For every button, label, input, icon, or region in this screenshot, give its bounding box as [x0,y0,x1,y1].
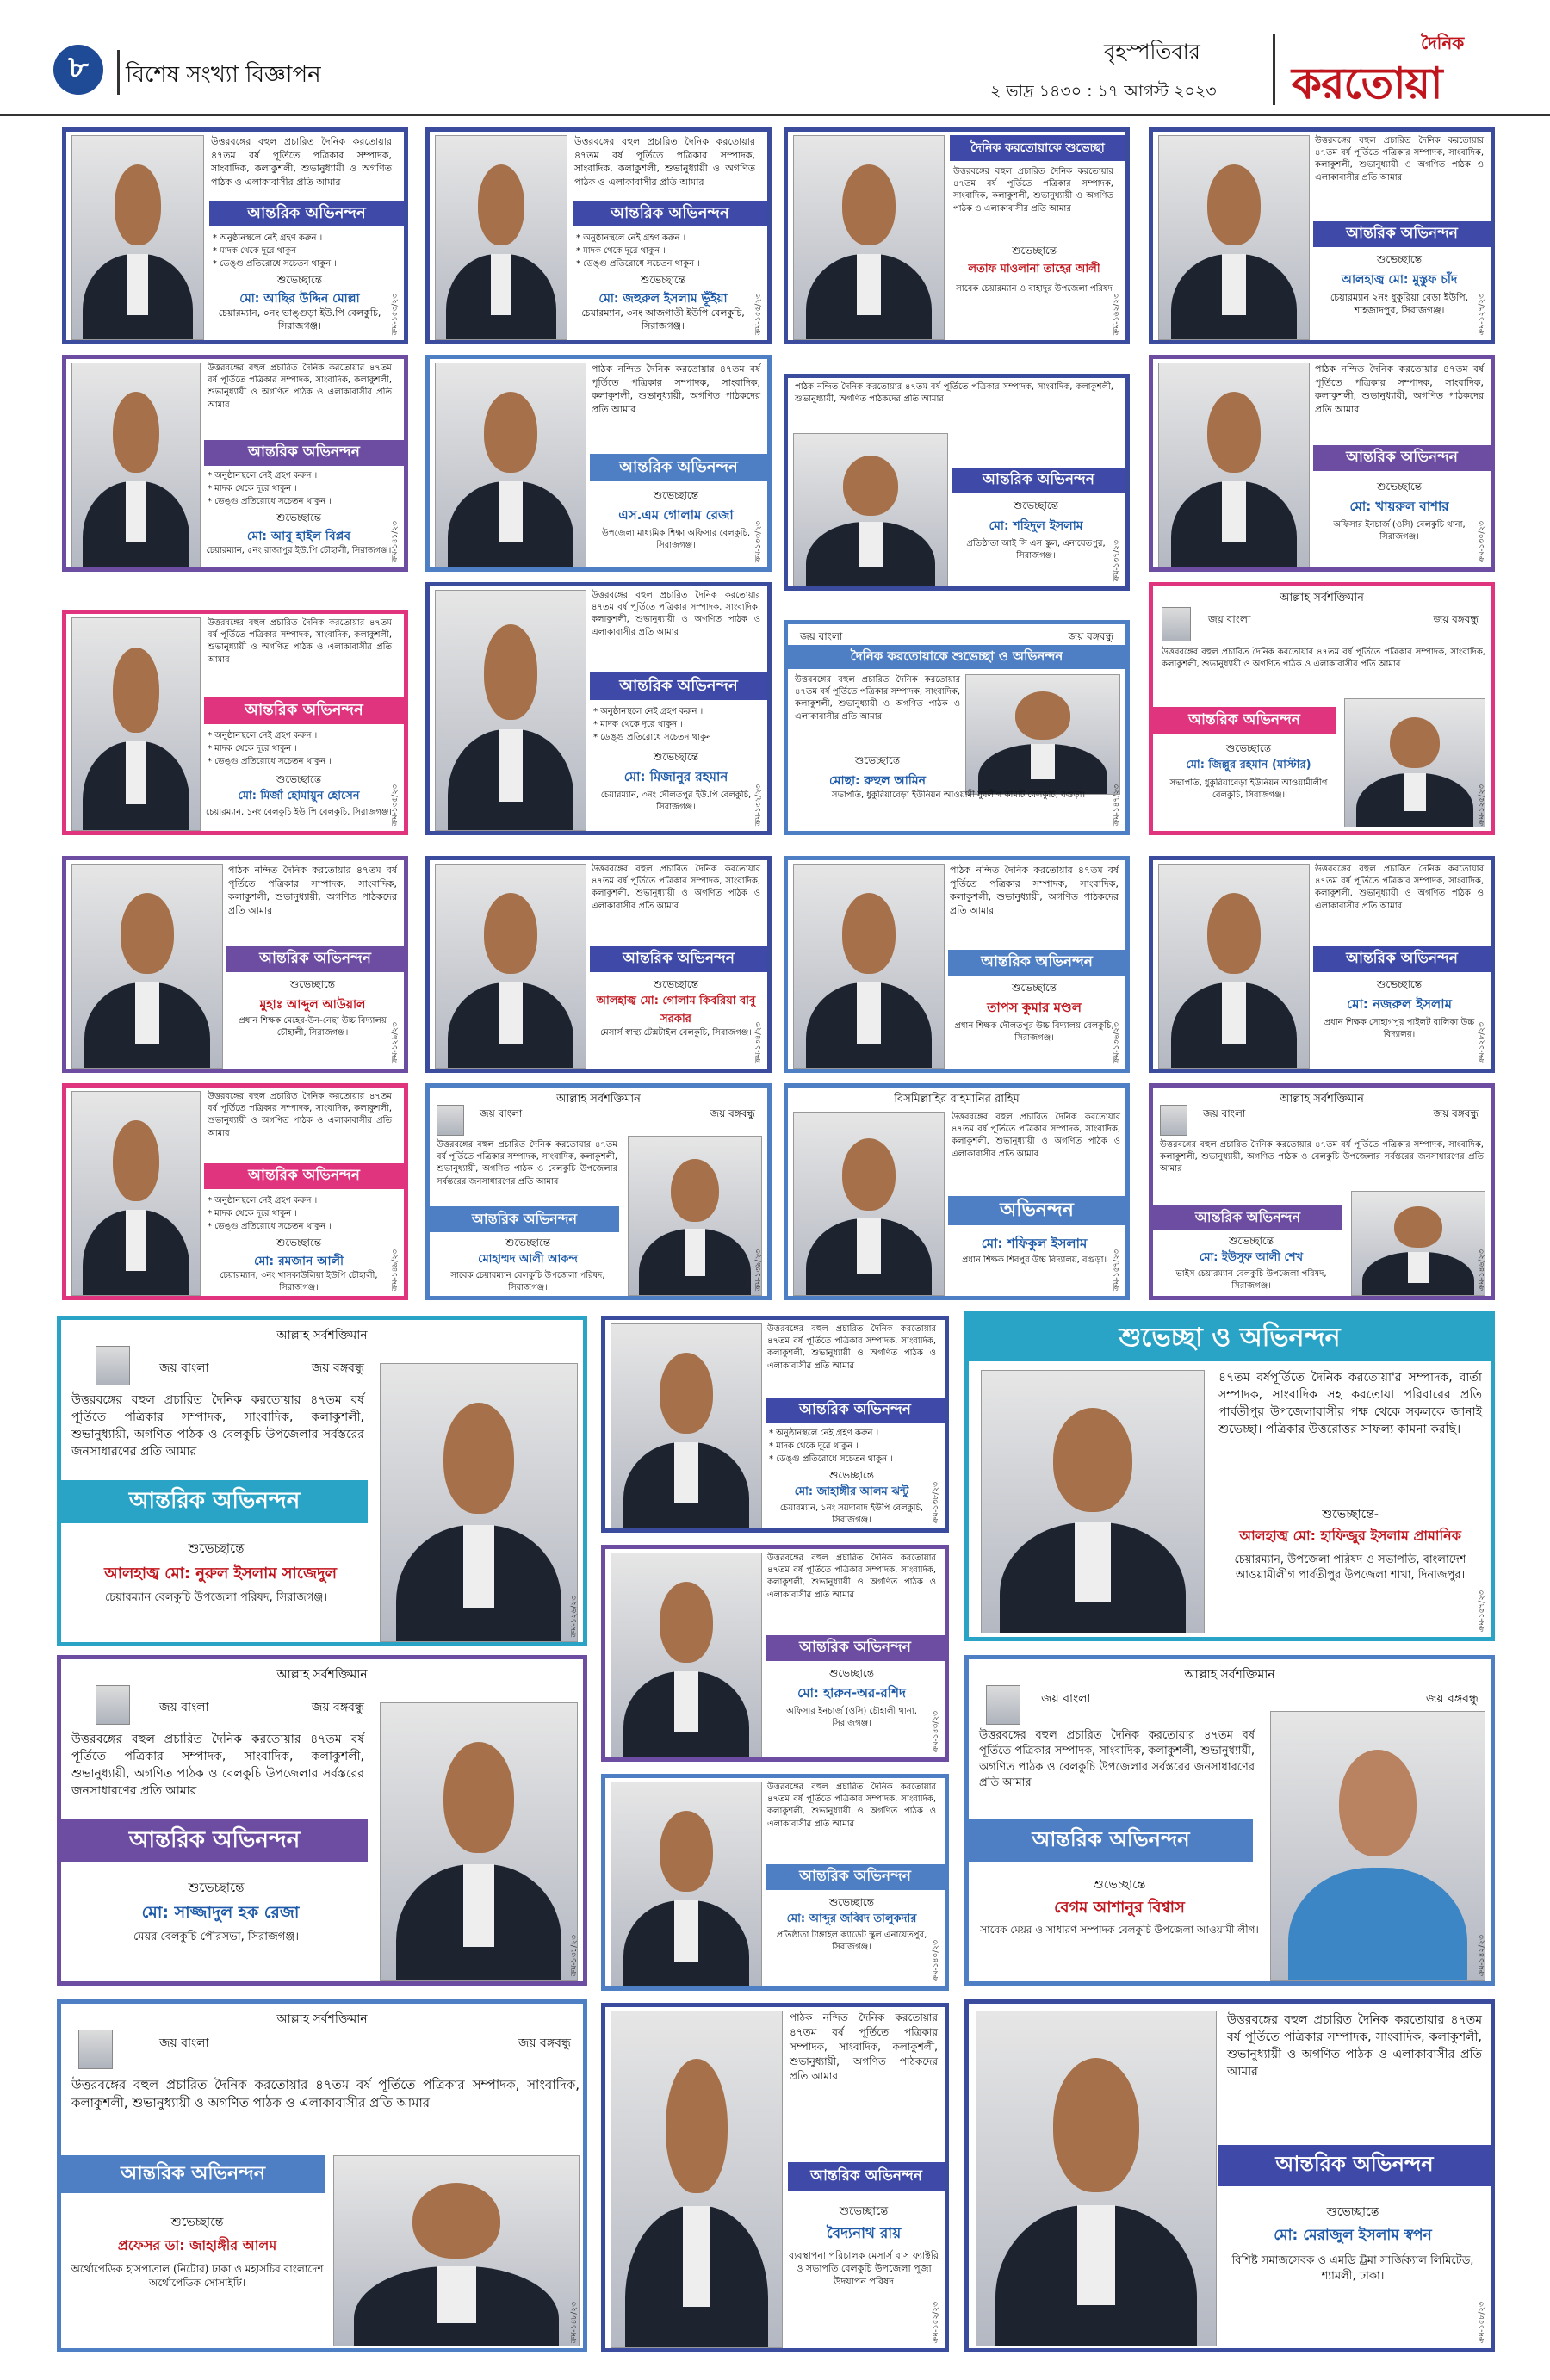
person-photo [71,363,201,567]
greeting-label: শুভেচ্ছান্তে [1093,1878,1146,1892]
ad-body-text: উত্তরবঙ্গের বহুল প্রচারিত দৈনিক করতোয়ার ৪৭তম বর্ষ পূর্তিতে পত্রিকার সম্পাদক, সাংবাদিক, কলাকুশলী, শুভানুধ্যায়ী ও অগণিত পাঠক ও এলাকাবাসীর প্রতি আমার [1227,2013,1482,2079]
person-photo [1158,135,1310,340]
ad-card-large [964,1999,1495,2352]
ad-title-band: অভিনন্দন [948,1196,1125,1225]
slogan-row: জয় বাংলা জয় বঙ্গবন্ধু [1203,1107,1479,1119]
person-photo [1158,363,1310,567]
abhinandan-band: আন্তরিক অভিনন্দন [766,1864,945,1890]
ad-body-text: পাঠক নন্দিত দৈনিক করতোয়ার ৪৭তম বর্ষ পূর্তিতে পত্রিকার সম্পাদক, সাংবাদিক, কলাকুশলী, শুভানুধ্যায়ী, অগণিত পাঠকদের প্রতি আমার [228,865,397,916]
ad-card [601,1774,949,1991]
ad-card [784,620,1130,835]
advertiser-title: চেয়ারম্যান, ১নং বেলকুচি ইউ.পি বেলকুচি, সিরাজগঞ্জ। [205,808,393,817]
ad-card [601,1545,949,1762]
abhinandan-band: আন্তরিক অভিনন্দন [430,1206,619,1232]
person-photo [1351,1191,1485,1296]
ad-card [1149,582,1495,835]
advertiser-title: চেয়ারম্যান, ৩নং আজগাতী ইউপি বেলকুচি, সিরাজগঞ্জ। [581,307,745,332]
abhinandan-band: আন্তরিক অভিনন্দন [788,2162,945,2191]
header-divider [1273,34,1275,105]
abhinandan-band: আন্তরিক অভিনন্দন [590,672,767,700]
ad-body-text: উত্তরবঙ্গের বহুল প্রচারিত দৈনিক করতোয়ার ৪৭তম বর্ষ পূর্তিতে পত্রিকার সম্পাদক, সাংবাদিক, কলাকুশলী, শুভানুধ্যায়ী ও অগণিত পাঠক ও এলাকাবাসীর প্রতি আমার [1162,648,1485,670]
advertiser-title: অর্থোপেডিক হাসপাতাল (নিটোর) ঢাকা ও মহাসচিব বাংলাদেশ অর্থোপেডিক সোসাইটি। [71,2263,324,2290]
ad-code: ক্রম-১৩১/২৩ [570,1934,579,1976]
ad-card [784,127,1130,344]
ad-card [425,856,772,1073]
ad-body-text: পাঠক নন্দিত দৈনিক করতোয়ার ৪৭তম বর্ষ পূর্তিতে পত্রিকার সম্পাদক, সাংবাদিক, কলাকুশলী, শুভানুধ্যায়ী, অগণিত পাঠকদের প্রতি আমার [1315,363,1484,415]
abhinandan-band: আন্তরিক অভিনন্দন [204,1163,404,1189]
header-divider [117,50,120,95]
greeting-label: শুভেচ্ছান্তে [1376,253,1423,265]
advertiser-title: চেয়ারম্যান, ৩নং খাসকাউলিয়া ইউপি চৌহালী, সিরাজগঞ্জ। [220,1271,378,1292]
advertiser-name: মো: মেরাজুল ইসলাম স্বপন [1274,2227,1432,2244]
ad-card [425,582,772,835]
ad-body-text: উত্তরবঙ্গের বহুল প্রচারিত দৈনিক করতোয়ার ৪৭তম বর্ষ পূর্তিতে পত্রিকার সম্পাদক, সাংবাদিক, কলাকুশলী, শুভানুধ্যায়ী, অগণিত পাঠক ও বেলকুচি উপজেলার সর্বস্তরের জনসাধারণের প্রতি আমার [1160,1140,1484,1175]
abhinandan-band: আন্তরিক অভিনন্দন [952,468,1125,493]
ad-body-text: উত্তরবঙ্গের বহুল প্রচারিত দৈনিক করতোয়ার ৪৭তম বর্ষ পূর্তিতে পত্রিকার সম্পাদক, সাংবাদিক, কলাকুশলী, শুভানুধ্যায়ী ও অগণিত পাঠক ও এলাকাবাসীর প্রতি আমার [592,865,760,911]
ad-code: ক্রম-১৫৭/২৩ [1113,1249,1121,1291]
ad-code: ক্রম-১৫৩/২৩ [391,293,400,335]
advertiser-title: চেয়ারম্যান ২নং ধুকুরিয়া বেড়া ইউপি, শাহজাদপুর, সিরাজগঞ্জ। [1330,292,1469,316]
greeting-label: শুভেচ্ছান্তে [505,1236,551,1249]
advertiser-title: সভাপতি, ধুকুরিয়াবেড়া ইউনিয়ন আওয়ামীলীগ বেলকুচি, সিরাজগঞ্জ। [1169,778,1328,800]
advertiser-title: মেসার্স স্বাস্থ্য টেক্সটাইল বেলকুচি, সিরাজগঞ্জ। [600,1028,752,1038]
ad-code: ক্রম-১২৯/২৩ [391,1021,400,1063]
logo-small-text: দৈনিক [1421,33,1465,53]
ad-body-text: ৪৭তম বর্ষপূর্তিতে দৈনিক করতোয়া'র সম্পাদক, বার্তা সম্পাদক, সাংবাদিক সহ করতোয়া পরিবারের প্রতি পার্বতীপুর উপজেলাবাসীর পক্ষ থেকে সকলকে জানাই শুভেচ্ছা। পত্রিকার উত্তরোত্তর সাফল্য কামনা করছি। [1218,1371,1482,1436]
abhinandan-band: আন্তরিক অভিনন্দন [1313,445,1491,471]
person-photo [611,1323,762,1528]
advertiser-title: উপজেলা মাধ্যমিক শিক্ষা অফিসার বেলকুচি, সিরাজগঞ্জ। [601,529,751,550]
advertiser-name: মো: শফিকুল ইসলাম [981,1236,1088,1251]
person-photo [965,674,1120,795]
advertiser-title: অফিসার ইনচার্জ (ওসি) চৌহালী থানা, সিরাজগঞ্জ। [786,1707,917,1728]
advertiser-name: মো: আছির উদ্দিন মোল্লা [239,292,360,306]
ad-body-text: উত্তরবঙ্গের বহুল প্রচারিত দৈনিক করতোয়ার ৪৭তম বর্ষ পূর্তিতে পত্রিকার সম্পাদক, সাংবাদিক, কলাকুশলী, শুভানুধ্যায়ী ও অগণিত পাঠক ও এলাকাবাসীর প্রতি আমার [208,618,392,665]
ad-card [62,856,408,1073]
ad-code: ক্রম-১৬২/২৩ [1113,293,1121,335]
advertiser-name: মো: খায়রুল বাশার [1349,499,1449,514]
greeting-label: শুভেচ্ছান্তে [1376,480,1423,493]
advertiser-name: মো: রমজান আলী [253,1255,344,1268]
greeting-label: শুভেচ্ছান্তে [653,751,699,763]
ad-body-text: উত্তরবঙ্গের বহুল প্রচারিত দৈনিক করতোয়ার ৪৭তম বর্ষ পূর্তিতে পত্রিকার সম্পাদক, সাংবাদিক, কলাকুশলী, শুভানুধ্যায়ী ও অগণিত পাঠক ও এলাকাবাসীর প্রতি আমার [1315,865,1484,911]
ad-card [425,1083,772,1300]
leader-photo [1160,1105,1187,1136]
ad-body-text: উত্তরবঙ্গের বহুল প্রচারিত দৈনিক করতোয়ার ৪৭তম বর্ষ পূর্তিতে পত্রিকার সম্পাদক, সাংবাদিক, কলাকুশলী, শুভানুধ্যায়ী, অগণিত পাঠক ও বেলকুচি উপজেলার সর্বস্তরের জনসাধারণের প্রতি আমার [71,1393,364,1459]
ad-card-large [964,1655,1495,1986]
greeting-label: শুভেচ্ছান্তে [188,1880,245,1895]
header-day: বৃহস্পতিবার [1104,40,1200,64]
ad-card [1149,127,1495,344]
person-photo [71,135,204,340]
ad-card [62,610,408,835]
advertiser-name: মো: মিজানুর রহমান [623,769,728,784]
ad-title-band: শুভেচ্ছা ও অভিনন্দন [969,1315,1491,1361]
advertiser-title: চেয়ারম্যান, উপজেলা পরিষদ ও সভাপতি, বাংলাদেশ আওয়ামীলীগ পার্বতীপুর উপজেলা শাখা, দিনাজপুর। [1234,1553,1466,1582]
greeting-label: শুভেচ্ছান্তে [1011,245,1057,257]
ad-body-text: পাঠক নন্দিত দৈনিক করতোয়ার ৪৭তম বর্ষ পূর্তিতে পত্রিকার সম্পাদক, সাংবাদিক, কলাকুশলী, শুভানুধ্যায়ী, অগণিত পাঠকদের প্রতি আমার [592,363,760,415]
greeting-label: শুভেচ্ছান্তে [839,2205,889,2218]
person-photo [1270,1711,1485,1981]
ad-card-large [57,1655,587,1986]
slogan-row: জয় বাংলা জয় বঙ্গবন্ধু [800,630,1113,642]
leader-photo [96,1346,130,1385]
points-list: * অনুষ্ঠানস্থলে নেই গ্রহণ করুন । * মাদক থেকে দূরে থাকুন । * ডেঙ্গু প্রতিরোধে সচেতন থাকুন । [593,707,717,742]
ad-body-text: উত্তরবঙ্গের বহুল প্রচারিত দৈনিক করতোয়ার ৪৭তম বর্ষ পূর্তিতে পত্রিকার সম্পাদক, সাংবাদিক, কলাকুশলী, শুভানুধ্যায়ী ও অগণিত পাঠক ও এলাকাবাসীর প্রতি আমার [767,1782,936,1829]
advertiser-name: আলহাজ্ব মো: গোলাম কিবরিয়া বাবু সরকার [596,995,756,1026]
ad-code: ক্রম-১৪২/২৩ [1478,1934,1486,1976]
ad-body-text: উত্তরবঙ্গের বহুল প্রচারিত দৈনিক করতোয়ার ৪৭তম বর্ষ পূর্তিতে পত্রিকার সম্পাদক, সাংবাদিক, কলাকুশলী, শুভানুধ্যায়ী, অগণিত পাঠক ও বেলকুচি উপজেলার সর্বস্তরের জনসাধারণের প্রতি আমার [979,1729,1255,1790]
advertiser-title: সাবেক মেয়র ও সাধারণ সম্পাদক বেলকুচি উপজেলা আওয়ামী লীগ। [980,1924,1259,1936]
allah-line: আল্লাহ সর্বশক্তিমান [556,1093,641,1106]
advertiser-title: প্রধান শিক্ষক সোহাগপুর পাইলট বালিকা উচ্চ বিদ্যালয়। [1324,1018,1475,1039]
advertiser-title: চেয়ারম্যান বেলকুচি উপজেলা পরিষদ, সিরাজগঞ্জ। [104,1591,328,1604]
points-list: * অনুষ্ঠানস্থলে নেই গ্রহণ করুন । * মাদক থেকে দূরে থাকুন । * ডেঙ্গু প্রতিরোধে সচেতন থাকুন । [208,1196,332,1231]
ad-body-text: উত্তরবঙ্গের বহুল প্রচারিত দৈনিক করতোয়ার ৪৭তম বর্ষ পূর্তিতে পত্রিকার সম্পাদক, সাংবাদিক, কলাকুশলী, শুভানুধ্যায়ী ও অগণিত পাঠক ও এলাকাবাসীর প্রতি আমার [953,167,1113,214]
greeting-label: শুভেচ্ছান্তে [828,1667,875,1679]
ad-card-large [57,1999,587,2352]
advertiser-name: মুহাঃ আব্দুল আউয়াল [259,998,366,1012]
advertiser-title: সাবেক চেয়ারম্যান ও বাহাদুর উপজেলা পরিষদ [956,284,1113,294]
person-photo [611,1782,762,1986]
abhinandan-band: আন্তরিক অভিনন্দন [1313,221,1491,247]
greeting-label: শুভেচ্ছান্তে [170,2216,224,2229]
allah-line: আল্লাহ সর্বশক্তিমান [276,1329,368,1342]
ad-code: ক্রম-১৩০/২৩ [1478,520,1486,562]
greeting-label: শুভেচ্ছান্তে [276,274,323,286]
ad-card [1149,1083,1495,1300]
advertiser-name: মো: হারুন-অর-রশিদ [797,1685,906,1701]
ad-card [784,1083,1130,1300]
ad-card-large [57,1316,587,1646]
ad-card [784,856,1130,1073]
person-photo [380,1363,578,1642]
ad-title-band: দৈনিক করতোয়াকে শুভেচ্ছা ও অভিনন্দন [788,645,1125,669]
advertiser-name: তাপস কুমার মণ্ডল [987,1000,1082,1015]
abhinandan-band: আন্তরিক অভিনন্দন [1218,2145,1491,2186]
greeting-label: শুভেচ্ছান্তে [1013,499,1059,511]
advertiser-name: মোহাম্মদ আলী আকন্দ [478,1253,578,1266]
advertiser-title: অফিসার ইনচার্জ (ওসি) বেলকুচি থানা, সিরাজগঞ্জ। [1333,520,1466,542]
advertiser-name: মো: জহুরুল ইসলাম ভূঁইয়া [598,292,728,306]
ad-code: ক্রম-১৩৪/২৩ [754,1021,763,1063]
allah-line: আল্লাহ সর্বশক্তিমান [276,2012,368,2026]
person-photo [71,1091,201,1296]
person-photo [611,2011,783,2348]
abhinandan-band: আন্তরিক অভিনন্দন [1153,707,1336,734]
ad-code: ক্রম-১৩২/২৩ [754,784,763,826]
ad-body-text: উত্তরবঙ্গের বহুল প্রচারিত দৈনিক করতোয়ার ৪৭তম বর্ষ পূর্তিতে পত্রিকার সম্পাদক, সাংবাদিক, কলাকুশলী, শুভানুধ্যায়ী ও অগণিত পাঠক ও এলাকাবাসীর প্রতি আমার [952,1113,1120,1159]
advertiser-title: প্রধান শিক্ষক মেহের-উন-নেছা উচ্চ বিদ্যালয় চৌহালী, সিরাজগঞ্জ। [239,1016,387,1038]
ad-card [784,374,1130,591]
leader-photo [96,1685,130,1725]
advertiser-name: বেগম আশানুর বিশ্বাস [1054,1899,1185,1917]
greeting-label: শুভেচ্ছান্তে [1225,742,1272,754]
ad-body-text: পাঠক নন্দিত দৈনিক করতোয়ার ৪৭তম বর্ষ পূর্তিতে পত্রিকার সম্পাদক, সাংবাদিক, কলাকুশলী, শুভানুধ্যায়ী, অগণিত পাঠকদের প্রতি আমার [790,2011,938,2083]
advertiser-title: ভাইস চেয়ারম্যান বেলকুচি উপজেলা পরিষদ, সিরাজগঞ্জ। [1175,1269,1327,1291]
points-list: * অনুষ্ঠানস্থলে নেই গ্রহণ করুন । * মাদক থেকে দূরে থাকুন । * ডেঙ্গু প্রতিরোধে সচেতন থাকুন । [213,233,337,269]
ad-card-large [964,1311,1495,1641]
ad-code: ক্রম-১৪৩/২৩ [932,1710,940,1752]
abhinandan-band: আন্তরিক অভিনন্দন [969,1819,1253,1862]
bismillah-line: বিসমিল্লাহির রাহমানির রাহিম [894,1093,1020,1106]
advertiser-title: মেয়র বেলকুচি পৌরসভা, সিরাজগঞ্জ। [133,1931,299,1943]
advertiser-title: চেয়ারম্যান, ১নং সয়দাবাদ ইউপি বেলকুচি, সিরাজগঞ্জ। [779,1503,924,1525]
abhinandan-band: আন্তরিক অভিনন্দন [204,697,404,724]
slogan-row: জয় বাংলা জয় বঙ্গবন্ধু [480,1107,755,1119]
advertiser-title: প্রতিষ্ঠাতা আই সি এস স্কুল, এনায়েতপুর, সিরাজগঞ্জ। [966,539,1106,561]
points-list: * অনুষ্ঠানস্থলে নেই গ্রহণ করুন । * মাদক থেকে দূরে থাকুন । * ডেঙ্গু প্রতিরোধে সচেতন থাকুন । [208,471,332,506]
greeting-label: শুভেচ্ছান্তে [854,754,901,766]
ad-code: ক্রম-১৪৬/২৩ [1478,1249,1486,1291]
advertiser-title: প্রতিষ্ঠাতা টাঙ্গাইল ক্যাডেট স্কুল এনায়েতপুর, সিরাজগঞ্জ। [776,1931,927,1952]
greeting-label: শুভেচ্ছান্তে [1011,982,1057,994]
greeting-label: শুভেচ্ছান্তে [653,489,699,501]
ad-body-text: পাঠক নন্দিত দৈনিক করতোয়ার ৪৭তম বর্ষ পূর্তিতে পত্রিকার সম্পাদক, সাংবাদিক, কলাকুশলী, শুভানুধ্যায়ী, অগণিত পাঠকদের প্রতি আমার [950,865,1119,916]
abhinandan-band: আন্তরিক অভিনন্দন [61,1819,368,1862]
ad-card [1149,355,1495,572]
leader-photo [78,2030,113,2069]
page-number: ৮ [53,45,103,95]
slogan-row: জয় বাংলা জয় বঙ্গবন্ধু [159,1361,364,1375]
allah-line: আল্লাহ সর্বশক্তিমান [1280,1093,1364,1106]
person-photo [435,590,586,831]
greeting-label: শুভেচ্ছান্তে [828,1896,875,1908]
advertiser-name: মো: জিল্লুর রহমান (মাস্টার) [1186,759,1311,772]
allah-line: আল্লাহ সর্বশক্তিমান [276,1668,368,1682]
advertiser-title: সাবেক চেয়ারম্যান বেলকুচি উপজেলা পরিষদ, সিরাজগঞ্জ। [450,1271,605,1292]
ad-code: ক্রম-১৪৮/২৩ [570,2301,579,2343]
advertiser-name: মো: নজরুল ইসলাম [1347,996,1452,1012]
ad-code: ক্রম-১৫৫/২৩ [754,293,763,335]
advertiser-name: মো: ইউসুফ আলী শেখ [1199,1251,1304,1264]
ad-card [1149,856,1495,1073]
greeting-label: শুভেচ্ছান্তে [276,1236,322,1249]
person-photo [435,363,586,567]
slogan-row: জয় বাংলা জয় বঙ্গবন্ধু [1041,1692,1479,1706]
ad-code: ক্রম-১৩৫/২৩ [391,784,400,826]
ad-code: ক্রম-১২৮/২৩ [1478,1021,1486,1063]
greeting-label: শুভেচ্ছান্তে [653,978,699,990]
person-photo [1158,864,1310,1069]
ad-code: ক্রম-১৩৩/২৩ [754,520,763,562]
advertiser-title: চেয়ারম্যান, ৫নং রাজাপুর ইউ.পি চৌহালী, সিরাজগঞ্জ। [206,546,392,555]
advertiser-name: মোছা: রুহুল আমিন [829,774,926,788]
ad-code: ক্রম-১৩৮/২৩ [932,1481,940,1523]
ad-code: ক্রম-১৩৬/২৩ [1113,1021,1121,1063]
abhinandan-band: আন্তরিক অভিনন্দন [209,201,404,226]
advertiser-name: প্রফেসর ডা: জাহাঙ্গীর আলম [117,2237,277,2253]
ad-code: ক্রম-১২৭/২৩ [1478,293,1486,335]
person-photo [1344,698,1485,827]
advertiser-title: বিশিষ্ট সমাজসেবক ও এমডি ট্রমা সার্জিক্যাল লিমিটেড, শ্যামলী, ঢাকা। [1231,2254,1474,2283]
greeting-label: শুভেচ্ছান্তে [188,1540,245,1556]
advertiser-title: প্রধান শিক্ষক দৌলতপুর উচ্চ বিদ্যালয় বেলকুচি, সিরাজগঞ্জ। [954,1021,1114,1043]
ad-body-text: উত্তরবঙ্গের বহুল প্রচারিত দৈনিক করতোয়ার ৪৭তম বর্ষ পূর্তিতে পত্রিকার সম্পাদক, সাংবাদিক, কলাকুশলী, শুভানুধ্যায়ী ও অগণিত পাঠক ও এলাকাবাসীর প্রতি আমার [767,1553,936,1600]
ad-code: ক্রম-১২৬/২৩ [570,1595,579,1637]
ad-body-text: উত্তরবঙ্গের বহুল প্রচারিত দৈনিক করতোয়ার ৪৭তম বর্ষ পূর্তিতে পত্রিকার সম্পাদক, সাংবাদিক, কলাকুশলী, শুভানুধ্যায়ী, অগণিত পাঠক ও বেলকুচি উপজেলার সর্বস্তরের জনসাধারণের প্রতি আমার [437,1140,617,1187]
ad-code: ক্রম-১৩৭/২৩ [1113,539,1121,581]
ad-code: ক্রম-১২৫/২৩ [1478,784,1486,826]
advertiser-name: এস.এম গোলাম রেজা [618,507,734,523]
ad-code: ক্রম-১৫২/২৩ [932,2301,940,2343]
advertiser-name: মো: মির্জা হোমায়ুন হোসেন [238,790,360,803]
abhinandan-band: আন্তরিক অভিনন্দন [590,946,767,972]
advertiser-name: আলহাজ্ব মো: নুরুল ইসলাম সাজেদুল [104,1565,337,1583]
ad-body-text: উত্তরবঙ্গের বহুল প্রচারিত দৈনিক করতোয়ার ৪৭তম বর্ষ পূর্তিতে পত্রিকার সম্পাদক, সাংবাদিক, কলাকুশলী, শুভানুধ্যায়ী ও অগণিত পাঠক ও এলাকাবাসীর প্রতি আমার [795,675,960,722]
abhinandan-band: আন্তরিক অভিনন্দন [590,454,767,481]
ad-body-text: উত্তরবঙ্গের বহুল প্রচারিত দৈনিক করতোয়ার ৪৭তম বর্ষ পূর্তিতে পত্রিকার সম্পাদক, সাংবাদিক, কলাকুশলী, শুভানুধ্যায়ী ও অগণিত পাঠক ও এলাকাবাসীর প্রতি আমার [208,363,392,410]
person-photo [71,617,201,831]
slogan-row: জয় বাংলা জয় বঙ্গবন্ধু [159,1701,364,1714]
slogan-row: জয় বাংলা জয় বঙ্গবন্ধু [159,2036,571,2050]
logo-big-text: করতোয়া [1292,59,1442,108]
greeting-label: শুভেচ্ছান্তে [276,773,322,785]
ad-code: ক্রম-১৫৭/২৩ [1478,1590,1486,1632]
leader-photo [1162,607,1191,641]
person-photo [333,2155,580,2346]
person-photo [793,135,945,340]
abhinandan-band: আন্তরিক অভিনন্দন [573,201,767,226]
ad-code: ক্রম-১৩৯/২৩ [754,1249,763,1291]
section-title: বিশেষ সংখ্যা বিজ্ঞাপন [126,62,321,88]
ad-body-text: উত্তরবঙ্গের বহুল প্রচারিত দৈনিক করতোয়ার ৪৭তম বর্ষ পূর্তিতে পত্রিকার সম্পাদক, সাংবাদিক, কলাকুশলী, শুভানুধ্যায়ী ও অগণিত পাঠক ও এলাকাবাসীর প্রতি আমার [592,591,760,637]
abhinandan-band: আন্তরিক অভিনন্দন [948,950,1125,976]
person-photo [435,135,567,340]
ad-card [425,127,772,344]
abhinandan-band: আন্তরিক অভিনন্দন [1153,1205,1342,1230]
abhinandan-band: আন্তরিক অভিনন্দন [766,1635,945,1661]
person-photo [380,1702,578,1981]
ad-card [62,1083,408,1300]
advertiser-name: আলহাজ্ব মো: মুস্তুফ চাঁদ [1341,273,1458,287]
points-list: * অনুষ্ঠানস্থলে নেই গ্রহণ করুন । * মাদক থেকে দূরে থাকুন । * ডেঙ্গু প্রতিরোধে সচেতন থাকুন । [769,1429,893,1464]
allah-line: আল্লাহ সর্বশক্তিমান [1184,1668,1275,1682]
ad-body-text: উত্তরবঙ্গের বহুল প্রচারিত দৈনিক করতোয়ার ৪৭তম বর্ষ পূর্তিতে পত্রিকার সম্পাদক, সাংবাদিক, কলাকুশলী, শুভানুধ্যায়ী ও অগণিত পাঠক ও এলাকাবাসীর প্রতি আমার [211,136,392,188]
person-photo [793,433,948,586]
greeting-label: শুভেচ্ছান্তে [276,511,322,524]
advertiser-name: বৈদ্যনাথ রায় [826,2225,902,2242]
leader-photo [986,1685,1020,1725]
ad-code: ক্রম-১৪৭/২৩ [1113,784,1121,826]
ad-card [601,1316,949,1533]
abhinandan-band: আন্তরিক অভিনন্দন [61,1480,368,1523]
slogan-row: জয় বাংলা জয় বঙ্গবন্ধু [1208,613,1479,625]
abhinandan-band: আন্তরিক অভিনন্দন [226,946,404,972]
points-list: * অনুষ্ঠানস্থলে নেই গ্রহণ করুন । * মাদক থেকে দূরে থাকুন । * ডেঙ্গু প্রতিরোধে সচেতন থাকুন । [208,731,332,766]
advertiser-title: সভাপতি, ধুকুরিয়াবেড়া ইউনিয়ন আওয়ামী যুবলীগ কমিটি বেলকুচি, বগুড়া। [831,790,1086,800]
ad-body-text: উত্তরবঙ্গের বহুল প্রচারিত দৈনিক করতোয়ার ৪৭তম বর্ষ পূর্তিতে পত্রিকার সম্পাদক, সাংবাদিক, কলাকুশলী, শুভানুধ্যায়ী ও অগণিত পাঠক ও এলাকাবাসীর প্রতি আমার [208,1092,392,1138]
abhinandan-band: আন্তরিক অভিনন্দন [204,440,404,466]
greeting-label: শুভেচ্ছান্তে [1228,1235,1274,1247]
person-photo [71,864,223,1069]
person-photo [976,2011,1217,2346]
advertiser-name: আলহাজ্ব মো: হাফিজুর ইসলাম প্রামানিক [1239,1528,1461,1544]
greeting-label: শুভেচ্ছান্তে [828,1469,875,1481]
ad-body-text: উত্তরবঙ্গের বহুল প্রচারিত দৈনিক করতোয়ার ৪৭তম বর্ষ পূর্তিতে পত্রিকার সম্পাদক, সাংবাদিক, কলাকুশলী, শুভানুধ্যায়ী ও অগণিত পাঠক ও এলাকাবাসীর প্রতি আমার [574,136,755,188]
person-photo [628,1136,762,1296]
advertiser-name: লতাফ মাওলানা তাহের আলী [968,263,1100,276]
person-photo [793,864,945,1069]
ad-card [425,355,772,572]
advertiser-name: মো: জাহাঙ্গীর আলম ঝন্টু [794,1485,909,1498]
ad-body-text: উত্তরবঙ্গের বহুল প্রচারিত দৈনিক করতোয়ার ৪৭তম বর্ষ পূর্তিতে পত্রিকার সম্পাদক, সাংবাদিক, কলাকুশলী, শুভানুধ্যায়ী, অগণিত পাঠক ও বেলকুচি উপজেলার সর্বস্তরের জনসাধারণের প্রতি আমার [71,1732,364,1798]
points-list: * অনুষ্ঠানস্থলে নেই গ্রহণ করুন । * মাদক থেকে দূরে থাকুন । * ডেঙ্গু প্রতিরোধে সচেতন থাকুন । [576,233,700,269]
advertiser-name: মো: আবু হাইল বিপ্লব [246,530,351,543]
person-photo [611,1553,762,1757]
advertiser-title: চেয়ারম্যান, ৩নং দৌলতপুর ইউ.পি বেলকুচি, সিরাজগঞ্জ। [600,790,752,812]
greeting-label: শুভেচ্ছান্তে- [1322,1508,1379,1522]
person-photo [981,1370,1205,1633]
page-header [0,0,1550,116]
person-photo [435,864,586,1069]
leader-photo [437,1105,464,1136]
advertiser-title: ব্যবস্থাপনা পরিচালক মেসার্স বাস ফ্যাক্টরি ও সভাপতি বেলকুচি উপজেলা পূজা উদযাপন পরিষদ [789,2250,939,2287]
advertiser-title: চেয়ারম্যান, ০নং ভাঙ্গুড়া ইউ.পি বেলকুচি, সিরাজগঞ্জ। [218,307,381,332]
person-photo [793,1112,945,1296]
allah-line: আল্লাহ সর্বশক্তিমান [1280,592,1364,604]
ad-body-text: উত্তরবঙ্গের বহুল প্রচারিত দৈনিক করতোয়ার ৪৭তম বর্ষ পূর্তিতে পত্রিকার সম্পাদক, সাংবাদিক, কলাকুশলী, শুভানুধ্যায়ী ও অগণিত পাঠক ও এলাকাবাসীর প্রতি আমার [71,2077,580,2111]
advertiser-title: প্রধান শিক্ষক শিবপুর উচ্চ বিদ্যালয়, বগুড়া। [961,1255,1107,1265]
greeting-label: শুভেচ্ছান্তে [1326,2205,1380,2219]
ad-body-text: পাঠক নন্দিত দৈনিক করতোয়ার ৪৭তম বর্ষ পূর্তিতে পত্রিকার সম্পাদক, সাংবাদিক, কলাকুশলী, শুভানুধ্যায়ী, অগণিত পাঠকদের প্রতি আমার [795,382,1113,405]
greeting-label: শুভেচ্ছান্তে [289,978,336,990]
ad-code: ক্রম-১৪১/২৩ [391,520,400,562]
advertiser-name: মো: সাজ্জাদুল হক রেজা [141,1903,300,1922]
newspaper-logo [1292,31,1498,108]
abhinandan-band: আন্তরিক অভিনন্দন [61,2155,325,2193]
ad-code: ক্রম-১৪০/২৩ [932,1939,940,1981]
ad-body-text: উত্তরবঙ্গের বহুল প্রচারিত দৈনিক করতোয়ার ৪৭তম বর্ষ পূর্তিতে পত্রিকার সম্পাদক, সাংবাদিক, কলাকুশলী, শুভানুধ্যায়ী ও অগণিত পাঠক ও এলাকাবাসীর প্রতি আমার [1315,136,1484,183]
abhinandan-band: আন্তরিক অভিনন্দন [766,1398,945,1423]
ad-title-band: দৈনিক করতোয়াকে শুভেচ্ছা [950,135,1125,161]
abhinandan-band: আন্তরিক অভিনন্দন [1313,946,1491,972]
header-date: ২ ভাদ্র ১৪৩০ : ১৭ আগস্ট ২০২৩ [990,82,1217,101]
greeting-label: শুভেচ্ছান্তে [640,274,686,286]
ad-card [62,127,408,344]
ad-card [601,2003,949,2352]
ad-code: ক্রম-১৫৮/২৩ [1478,2301,1486,2343]
ad-code: ক্রম-১৪৯/২৩ [391,1249,400,1291]
greeting-label: শুভেচ্ছান্তে [1376,978,1423,990]
advertiser-name: মো: শহিদুল ইসলাম [989,519,1083,533]
ad-body-text: উত্তরবঙ্গের বহুল প্রচারিত দৈনিক করতোয়ার ৪৭তম বর্ষ পূর্তিতে পত্রিকার সম্পাদক, সাংবাদিক, কলাকুশলী, শুভানুধ্যায়ী ও অগণিত পাঠক ও এলাকাবাসীর প্রতি আমার [767,1324,936,1371]
advertiser-name: মো: আব্দুর জব্বিদ তালুকদার [786,1912,917,1925]
ad-card [62,355,408,572]
